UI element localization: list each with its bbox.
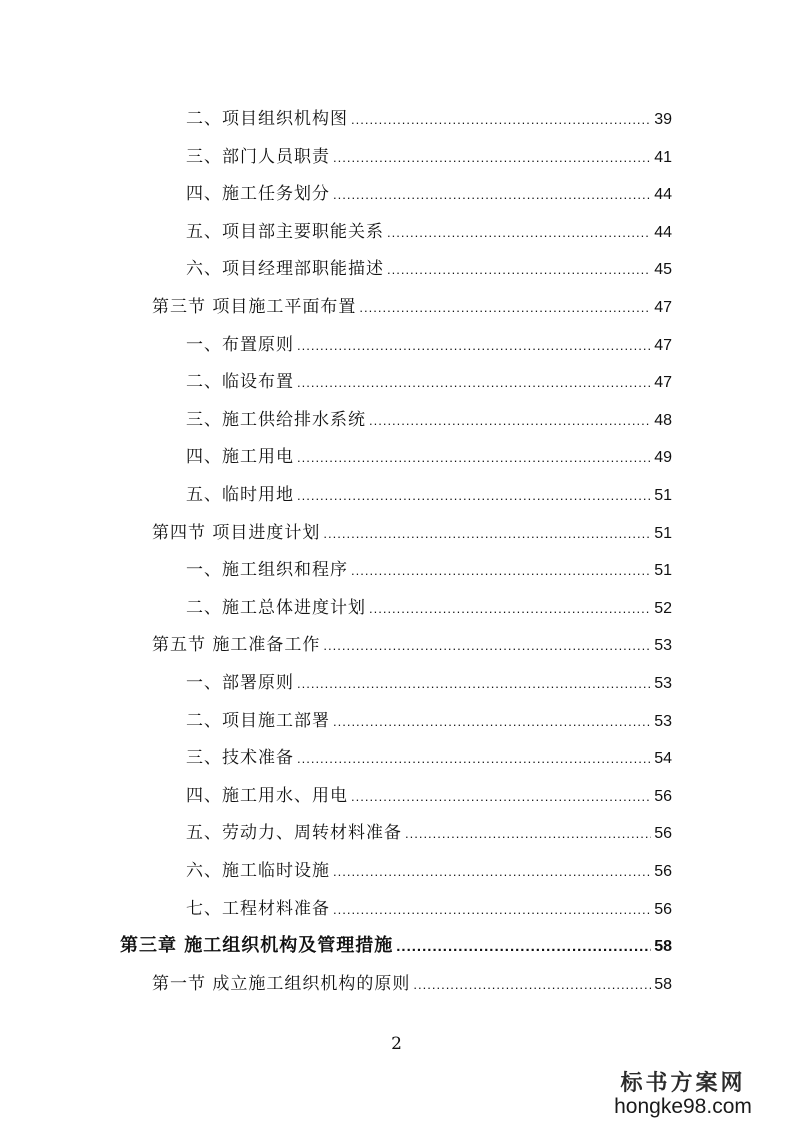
toc-entry-title: 第三节 项目施工平面布置: [152, 297, 357, 317]
toc-entry-page: 44: [654, 186, 672, 203]
toc-entry-page: 48: [654, 412, 672, 429]
toc-entry-title: 五、临时用地: [186, 485, 294, 505]
toc-entry[interactable]: [152, 292, 672, 322]
toc-entry-title: 二、施工总体进度计划: [186, 598, 366, 618]
toc-entry-page: 41: [654, 149, 672, 166]
toc-entry-title: 三、部门人员职责: [186, 147, 330, 167]
toc-entry-title: 第四节 项目进度计划: [152, 523, 321, 543]
toc-dot-leader: [297, 751, 651, 766]
toc-entry-title: 一、部署原则: [186, 673, 294, 693]
site-watermark: [583, 1066, 783, 1119]
toc-entry[interactable]: [186, 480, 672, 510]
toc-entry-title: 五、劳动力、周转材料准备: [186, 823, 402, 843]
toc-entry[interactable]: [186, 593, 672, 623]
toc-entry-title: 第三章 施工组织机构及管理措施: [120, 935, 394, 956]
toc-entry-title: 一、施工组织和程序: [186, 560, 348, 580]
toc-entry-title: 七、工程材料准备: [186, 899, 330, 919]
toc-dot-leader: [351, 112, 651, 127]
toc-entry-page: 47: [654, 374, 672, 391]
toc-entry-page: 39: [654, 111, 672, 128]
toc-entry-page: 53: [654, 675, 672, 692]
toc-dot-leader: [359, 300, 651, 315]
watermark-chinese-text: 标书方案网: [620, 1070, 746, 1096]
toc-entry-title: 二、项目施工部署: [186, 711, 330, 731]
toc-entry-page: 58: [654, 938, 672, 955]
toc-entry[interactable]: [120, 931, 672, 961]
toc-dot-leader: [351, 563, 651, 578]
toc-entry-page: 56: [654, 788, 672, 805]
toc-entry-page: 54: [654, 750, 672, 767]
toc-entry-title: 三、技术准备: [186, 748, 294, 768]
toc-entry-page: 53: [654, 637, 672, 654]
toc-dot-leader: [297, 450, 651, 465]
toc-entry[interactable]: [186, 104, 672, 134]
toc-entry[interactable]: [186, 818, 672, 848]
toc-dot-leader: [297, 676, 651, 691]
toc-entry-page: 44: [654, 224, 672, 241]
toc-entry-page: 56: [654, 825, 672, 842]
toc-dot-leader: [323, 526, 651, 541]
toc-dot-leader: [413, 977, 651, 992]
toc-entry-title: 第五节 施工准备工作: [152, 635, 321, 655]
toc-entry-title: 一、布置原则: [186, 335, 294, 355]
toc-entry-title: 二、临设布置: [186, 372, 294, 392]
toc-entry-page: 56: [654, 901, 672, 918]
toc-entry-title: 三、施工供给排水系统: [186, 410, 366, 430]
watermark-url-text: hongke98.com: [614, 1095, 752, 1118]
toc-entry-page: 49: [654, 449, 672, 466]
toc-entry-page: 51: [654, 562, 672, 579]
toc-entry[interactable]: [186, 743, 672, 773]
toc-entry-title: 六、施工临时设施: [186, 861, 330, 881]
toc-dot-leader: [297, 338, 651, 353]
toc-entry[interactable]: [186, 706, 672, 736]
toc-entry-title: 四、施工任务划分: [186, 184, 330, 204]
toc-entry[interactable]: [186, 555, 672, 585]
toc-dot-leader: [297, 375, 651, 390]
toc-entry[interactable]: [186, 668, 672, 698]
toc-dot-leader: [405, 826, 651, 841]
toc-dot-leader: [323, 638, 651, 653]
toc-dot-leader: [297, 488, 651, 503]
toc-entry-page: 47: [654, 299, 672, 316]
toc-dot-leader: [333, 150, 651, 165]
toc-entry[interactable]: [186, 254, 672, 284]
page-number: 2: [391, 1034, 402, 1054]
toc-dot-leader: [369, 601, 651, 616]
toc-entry[interactable]: [186, 442, 672, 472]
toc-entry-page: 51: [654, 525, 672, 542]
toc-dot-leader: [369, 413, 651, 428]
toc-entry[interactable]: [186, 217, 672, 247]
toc-entry[interactable]: [186, 894, 672, 924]
toc-dot-leader: [387, 262, 651, 277]
toc-dot-leader: [351, 789, 651, 804]
toc-entry-title: 五、项目部主要职能关系: [186, 222, 384, 242]
toc-dot-leader: [333, 902, 651, 917]
toc-entry-title: 六、项目经理部职能描述: [186, 259, 384, 279]
toc-entry[interactable]: [152, 630, 672, 660]
toc-entry-page: 52: [654, 600, 672, 617]
toc-entry[interactable]: [186, 781, 672, 811]
toc-entry-page: 47: [654, 337, 672, 354]
toc-entry[interactable]: [186, 330, 672, 360]
toc-entry[interactable]: [152, 969, 672, 999]
toc-entry-page: 53: [654, 713, 672, 730]
toc-entry-page: 51: [654, 487, 672, 504]
toc-dot-leader: [333, 714, 651, 729]
toc-entry-title: 第一节 成立施工组织机构的原则: [152, 974, 411, 994]
toc-entry[interactable]: [186, 367, 672, 397]
toc-dot-leader: [396, 938, 651, 955]
toc-entry[interactable]: [186, 142, 672, 172]
toc-entry-page: 56: [654, 863, 672, 880]
toc-entry-page: 58: [654, 976, 672, 993]
toc-entry[interactable]: [152, 518, 672, 548]
toc-entry-title: 四、施工用电: [186, 447, 294, 467]
toc-entry[interactable]: [186, 856, 672, 886]
toc-dot-leader: [333, 864, 651, 879]
toc-dot-leader: [387, 225, 651, 240]
toc-entry[interactable]: [186, 179, 672, 209]
toc-entry-page: 45: [654, 261, 672, 278]
toc-entry-title: 四、施工用水、用电: [186, 786, 348, 806]
toc-entry[interactable]: [186, 405, 672, 435]
toc-entry-title: 二、项目组织机构图: [186, 109, 348, 129]
toc-dot-leader: [333, 187, 651, 202]
